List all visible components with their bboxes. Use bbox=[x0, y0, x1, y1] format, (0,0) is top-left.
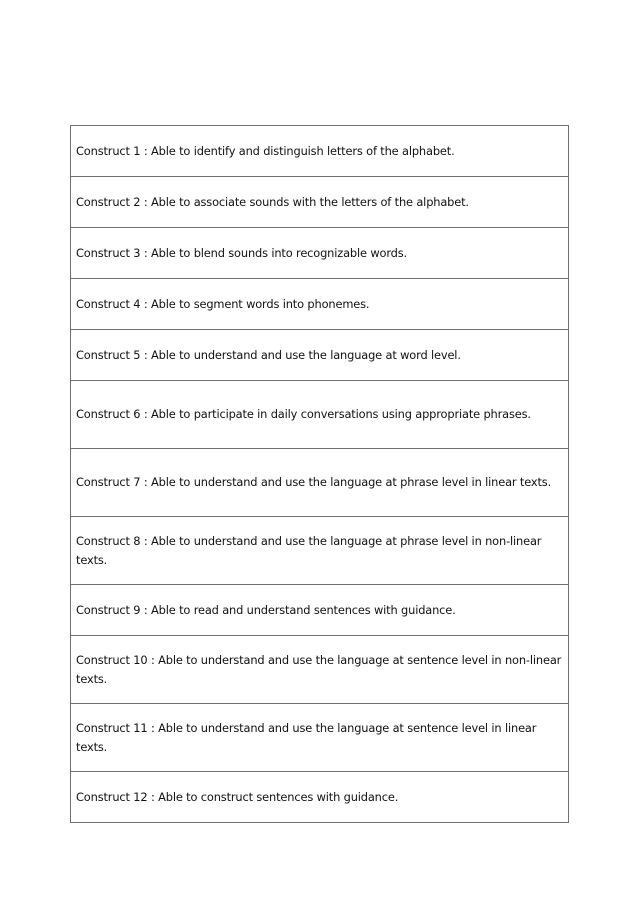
construct-cell: Construct 7 : Able to understand and use the language at phrase level in linear texts. bbox=[71, 449, 569, 517]
table-row bbox=[71, 772, 569, 823]
table-row bbox=[71, 177, 569, 228]
table-row bbox=[71, 330, 569, 381]
table-row bbox=[71, 517, 569, 585]
construct-cell: Construct 5 : Able to understand and use the language at word level. bbox=[71, 330, 569, 381]
table-row bbox=[71, 585, 569, 636]
construct-cell: Construct 6 : Able to participate in daily conversations using appropriate phrases. bbox=[71, 381, 569, 449]
construct-cell: Construct 10 : Able to understand and use the language at sentence level in non-linear texts. bbox=[71, 636, 569, 704]
table-row bbox=[71, 279, 569, 330]
construct-cell: Construct 8 : Able to understand and use the language at phrase level in non-linear texts. bbox=[71, 517, 569, 585]
construct-cell: Construct 12 : Able to construct sentences with guidance. bbox=[71, 772, 569, 823]
construct-cell: Construct 9 : Able to read and understand sentences with guidance. bbox=[71, 585, 569, 636]
table-row bbox=[71, 636, 569, 704]
table-row bbox=[71, 126, 569, 177]
construct-cell: Construct 11 : Able to understand and use the language at sentence level in linear texts. bbox=[71, 704, 569, 772]
construct-cell: Construct 1 : Able to identify and distinguish letters of the alphabet. bbox=[71, 126, 569, 177]
construct-cell: Construct 4 : Able to segment words into phonemes. bbox=[71, 279, 569, 330]
table-row bbox=[71, 381, 569, 449]
construct-cell: Construct 3 : Able to blend sounds into recognizable words. bbox=[71, 228, 569, 279]
table-row bbox=[71, 704, 569, 772]
constructs-table bbox=[70, 125, 569, 823]
table-row bbox=[71, 449, 569, 517]
table-row bbox=[71, 228, 569, 279]
construct-cell: Construct 2 : Able to associate sounds with the letters of the alphabet. bbox=[71, 177, 569, 228]
